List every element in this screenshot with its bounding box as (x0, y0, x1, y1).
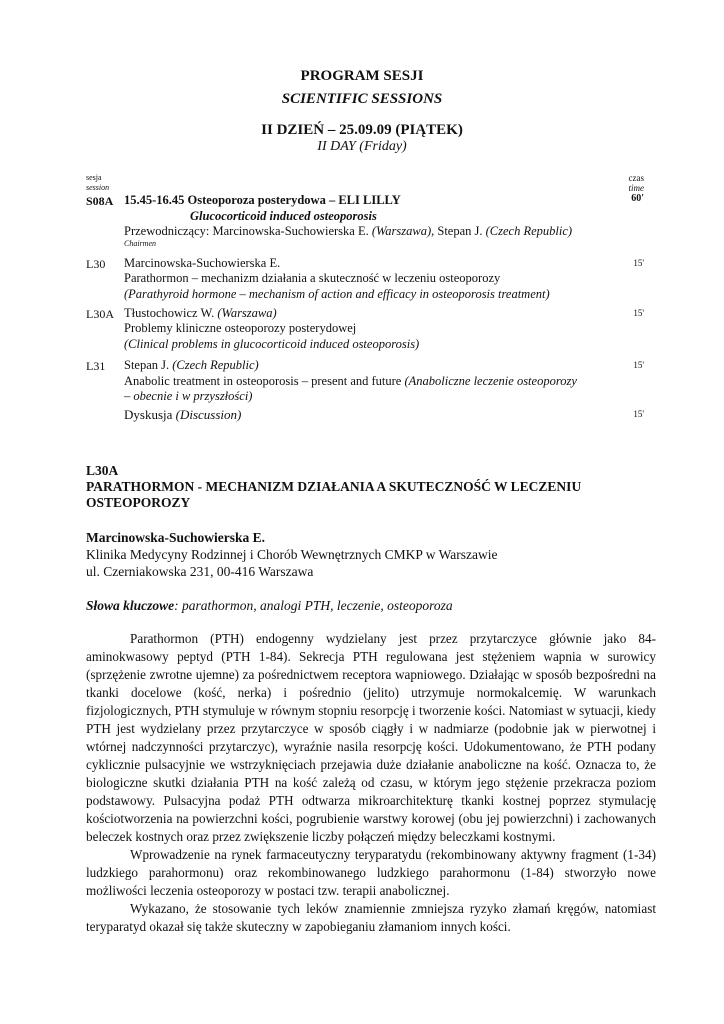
day-heading: II DZIEŃ – 25.09.09 (PIĄTEK) (261, 122, 463, 138)
author-name: Tłustochowicz W. (124, 306, 215, 320)
abstract-title-line1: PARATHORMON - MECHANIZM DZIAŁANIA A SKUTECZNOŚĆ W LECZENIU (86, 479, 582, 494)
chair-place-2: (Czech Republic) (485, 224, 573, 238)
abstract-paragraph: Parathormon (PTH) endogenny wydzielany jest przez przytarczyce głównie jako 84-aminokwasowy peptyd (PTH 1-84). Sekrecja PTH regulowana jest stężeniem wapnia w surowicy (sprzężenie zwrotne ujemne) za pośrednictwem receptora wapniowego. Działając w sposób bezpośredni na tkanki docelowe (kość, nerka) i pośrednio (jelito) utrzymuje normokalcemię. W warunkach fizjologicznych, PTH stymuluje w równym stopniu resorpcję i tworzenie kości. Natomiast w sytuacji, kiedy PTH jest wydzielany przez przytarczyce w sposób ciągły i w nadmiarze (podobnie jak w pierwotnej i wtórnej nadczynności przytarczyc), wyraźnie nasila resorpcję kości. Udokumentowano, że PTH podany cyklicznie pulsacyjnie we wstrzyknięciach przejawia duże działanie anaboliczne na kość. Oznacza to, że biologiczne skutki działania PTH na kość zależą od czasu, w którym jego stężenie przekracza poziom podstawowy. Pulsacyjna podaż PTH odtwarza mikroarchitekturę tkanki kostnej poprzez stymulację kościotworzenia na powierzchni kości, pogrubienie warstwy korowej (obu jej powierzchni) i zachowanych beleczek kostnych oraz przez zwiększenie liczby połączeń między beleczkami kostnymi. (86, 631, 656, 844)
time-label-en: time (628, 183, 644, 193)
chair-mid: , Stepan J. (431, 224, 483, 238)
program-title-en: SCIENTIFIC SESSIONS (281, 91, 443, 107)
discussion-time: 15' (633, 409, 644, 419)
author-place: (Warszawa) (217, 306, 277, 320)
author-name: Stepan J. (124, 358, 170, 372)
lecture-code-l30: L30 (86, 257, 106, 271)
lecture-translation-l30a: (Clinical problems in glucocorticoid induced osteoporosis) (124, 337, 420, 351)
lecture-time-l31: 15' (633, 360, 644, 370)
lecture-title-l31 (124, 374, 577, 389)
lecture-code-l31: L31 (86, 359, 106, 373)
program-title: PROGRAM SESJI (300, 68, 424, 84)
abstract-paragraph: Wykazano, że stosowanie tych leków znamiennie zmniejsza ryzyko złamań kręgów, natomiast teryparatyd okazał się także skuteczny w zapobieganiu złamaniom innych kości. (86, 901, 656, 934)
author-place: (Czech Republic) (172, 358, 259, 372)
lecture-translation-part1: (Anaboliczne leczenie osteoporozy (404, 374, 577, 388)
abstract-title-line2: OSTEOPOROZY (86, 495, 191, 510)
keywords-list: : parathormon, analogi PTH, leczenie, osteoporoza (174, 598, 453, 613)
lecture-title-l30a: Problemy kliniczne osteoporozy posterydowej (124, 321, 357, 335)
lecture-author-l30: Marcinowska-Suchowierska E. (124, 256, 281, 270)
abstract-author: Marcinowska-Suchowierska E. (86, 530, 266, 545)
discussion-translation: (Discussion) (175, 407, 242, 422)
abstract-paragraph: Wprowadzenie na rynek farmaceutyczny teryparatydu (rekombinowany aktywny fragment (1-34) ludzkiego parahormonu) oraz rekombinowanego ludzkiego parahormonu (1-84) stworzyło nowe możliwości leczenia osteoporozy w postaci tzw. terapii anabolicznej. (86, 847, 656, 898)
keywords (86, 598, 453, 614)
discussion-label: Dyskusja (124, 407, 173, 422)
abstract-body (86, 630, 656, 936)
discussion (124, 407, 241, 423)
lecture-time-l30a: 15' (633, 308, 644, 318)
session-chairs (124, 224, 572, 239)
chair-prefix: Przewodniczący: Marcinowska-Suchowierska E. (124, 224, 369, 238)
lecture-title-l30: Parathormon – mechanizm działania a skuteczność w leczeniu osteoporozy (124, 271, 501, 285)
session-code: S08A (86, 194, 114, 208)
lecture-time-l30: 15' (633, 258, 644, 268)
lecture-translation-l30: (Parathyroid hormone – mechanism of action and efficacy in osteoporosis treatment) (124, 287, 550, 301)
session-title: 15.45-16.45 Osteoporoza posterydowa – ELI LILLY (124, 193, 401, 207)
lecture-translation-part2: – obecnie i w przyszłości) (124, 389, 253, 403)
lecture-author-l30a (124, 306, 277, 321)
session-label: sesja (86, 173, 102, 182)
affiliation-line2: ul. Czerniakowska 231, 00-416 Warszawa (86, 564, 314, 579)
day-heading-en: II DAY (Friday) (317, 139, 407, 154)
session-subtitle: Glucocorticoid induced osteoporosis (190, 209, 377, 223)
session-time: 60' (631, 193, 644, 204)
chairmen-label: Chairmen (124, 239, 156, 248)
time-label: czas (628, 173, 644, 183)
keywords-label: Słowa kluczowe (86, 598, 175, 613)
affiliation-line1: Klinika Medycyny Rodzinnej i Chorób Wewnętrznych CMKP w Warszawie (86, 547, 498, 562)
session-label-en: session (86, 183, 110, 192)
chair-place-1: (Warszawa) (371, 224, 432, 238)
lecture-title-text: Anabolic treatment in osteoporosis – present and future (124, 374, 402, 388)
lecture-code-l30a: L30A (86, 307, 114, 321)
abstract-code: L30A (86, 463, 119, 478)
lecture-author-l31 (124, 358, 259, 373)
